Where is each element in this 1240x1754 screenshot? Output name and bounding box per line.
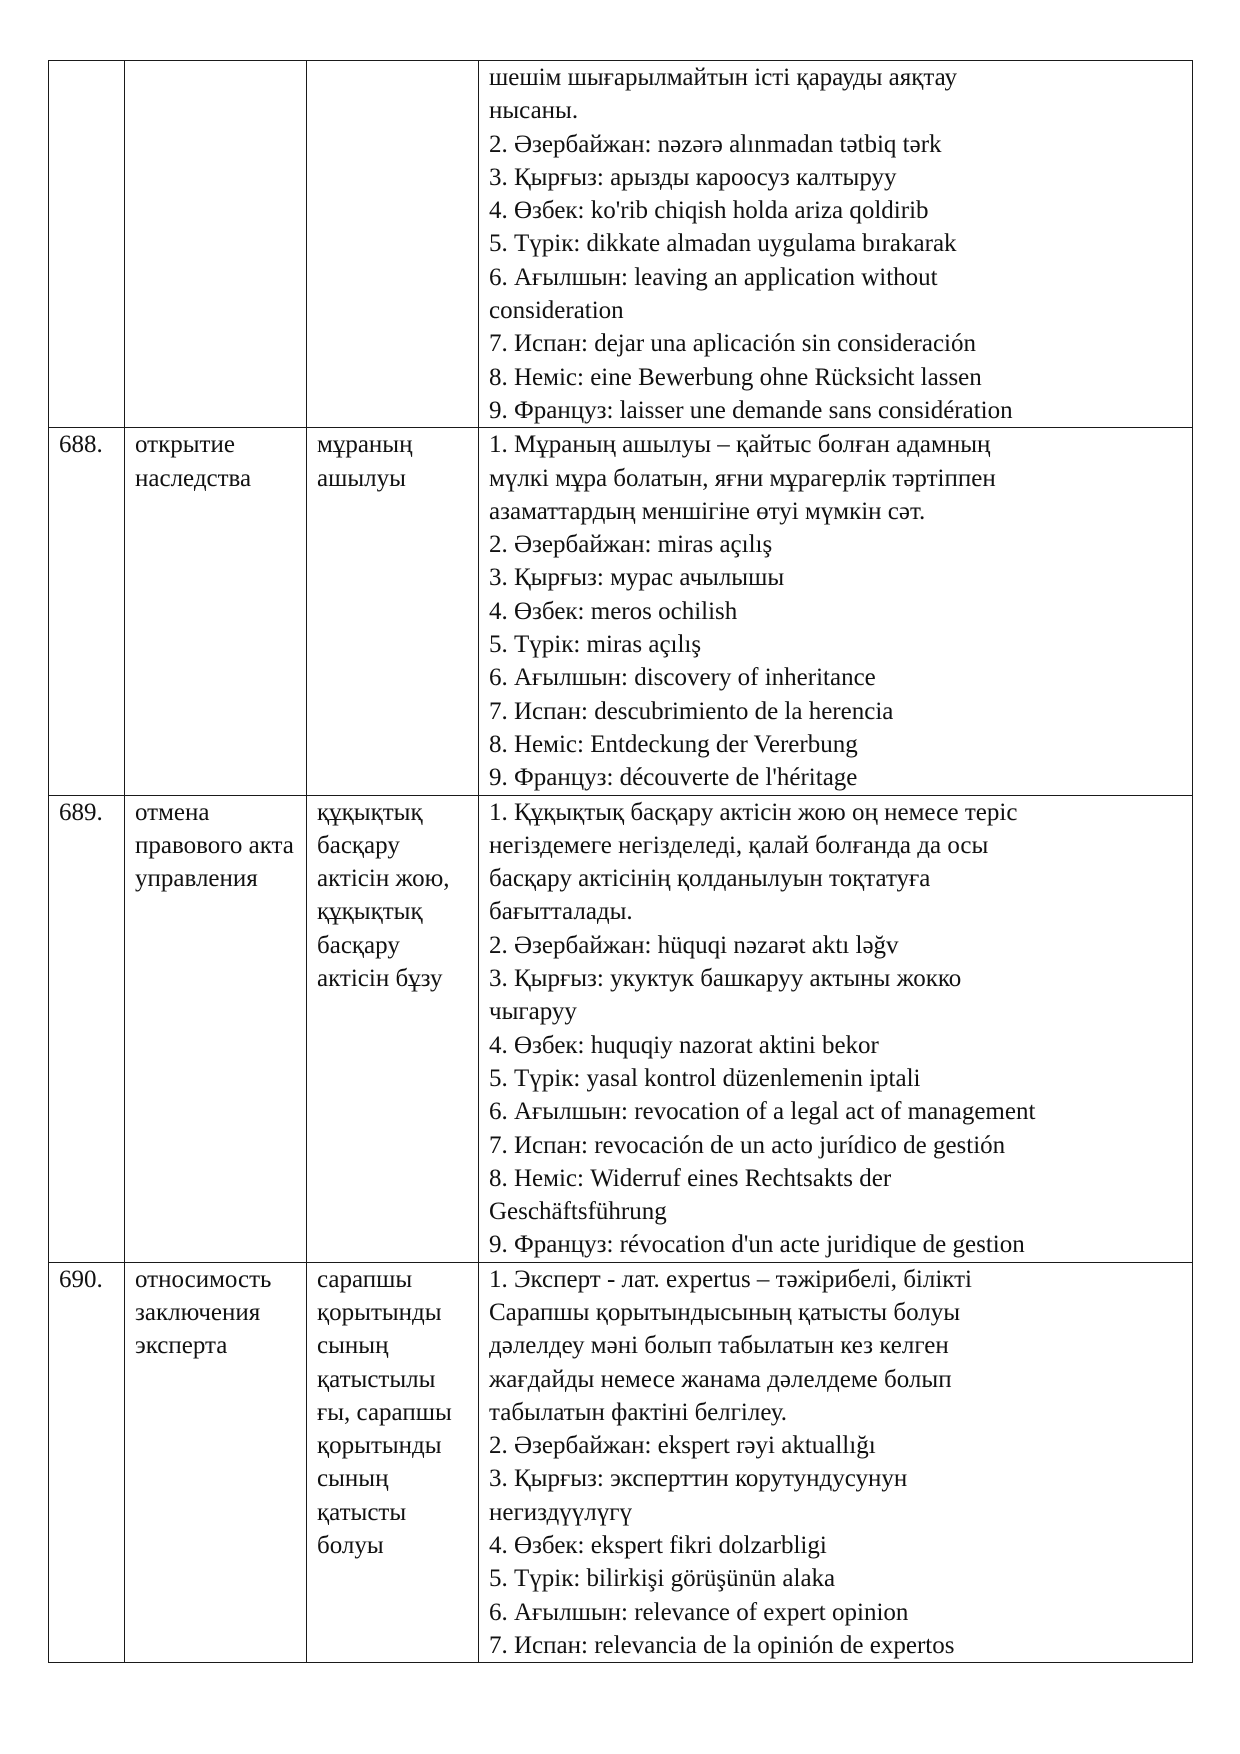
definition-line: 9. Француз: découverte de l'héritage [489, 764, 858, 792]
definition-line: 7. Испан: relevancia de la opinión de expertos [489, 1631, 955, 1659]
definition-line: бағытталады. [489, 898, 633, 926]
definition-line: 6. Ағылшын: discovery of inheritance [489, 664, 876, 692]
definition-cell [479, 795, 1193, 1262]
definition-line: consideration [489, 297, 624, 325]
definition-line: басқару актісінің қолданылуын тоқтатуға [489, 865, 931, 893]
definition-line: 5. Түрік: yasal kontrol düzenlemenin iptali [489, 1064, 921, 1092]
definition-line: 6. Ағылшын: leaving an application without [489, 263, 938, 291]
russian-term: относимость заключения эксперта [125, 1262, 307, 1663]
definition-line: 3. Қырғыз: арызды кароосуз калтыруу [489, 163, 897, 191]
definition-line: чыгаруу [489, 998, 577, 1026]
definition-line: 4. Өзбек: huquqiy nazorat aktini bekor [489, 1031, 879, 1059]
definition-line: 5. Түрік: miras açılış [489, 631, 702, 659]
definition-line: 6. Ағылшын: relevance of expert opinion [489, 1598, 909, 1626]
definition-line: 7. Испан: descubrimiento de la herencia [489, 697, 894, 725]
definition-line: 2. Әзербайжан: hüquqi nəzarət aktı ləğv [489, 931, 899, 959]
definition-line: негіздемеге негізделеді, қалай болғанда да осы [489, 831, 989, 859]
term-number: 688. [49, 428, 125, 795]
kazakh-term: сарапшы қорытынды сының қатыстылы ғы, сарапшы қорытынды сының қатысты болуы [307, 1262, 479, 1663]
definition-line: 1. Мұраның ашылуы – қайтыс болған адамның [489, 431, 991, 459]
definition-line: 7. Испан: dejar una aplicación sin consideración [489, 330, 976, 358]
definition-line: 7. Испан: revocación de un acto jurídico de gestión [489, 1131, 1006, 1159]
definition-line: 2. Әзербайжан: nəzərə alınmadan tətbiq tərk [489, 130, 942, 158]
definition-line: 2. Әзербайжан: ekspert rəyi aktuallığı [489, 1432, 876, 1460]
definition-line: 1. Құқықтық басқару актісін жою оң немесе теріс [489, 798, 1018, 826]
definition-line: азаматтардың меншігіне өтуі мүмкін сәт. [489, 497, 926, 525]
definition-line: табылатын фактіні белгілеу. [489, 1398, 788, 1426]
term-number: 689. [49, 795, 125, 1262]
definition-line: Geschäftsführung [489, 1198, 667, 1226]
definition-line: 5. Түрік: bilirkişi görüşünün alaka [489, 1565, 836, 1593]
definition-line: 3. Қырғыз: укуктук башкаруу актыны жокко [489, 965, 962, 993]
table-row [49, 428, 1193, 795]
definition-line: 4. Өзбек: meros ochilish [489, 597, 738, 625]
definition-line: 9. Француз: révocation d'un acte juridique de gestion [489, 1231, 1025, 1259]
definition-line: 8. Неміс: Entdeckung der Vererbung [489, 730, 858, 758]
definition-line: 6. Ағылшын: revocation of a legal act of management [489, 1098, 1036, 1126]
definition-line: 2. Әзербайжан: miras açılış [489, 531, 773, 559]
definition-line: дәлелдеу мәні болып табылатын кез келген [489, 1332, 949, 1360]
definition-line: 4. Өзбек: ko'rib chiqish holda ariza qoldirib [489, 197, 929, 225]
russian-term: открытие наследства [125, 428, 307, 795]
definition-line: 8. Неміс: Widerruf eines Rechtsakts der [489, 1164, 892, 1192]
kazakh-term [307, 61, 479, 428]
definition-line: 1. Эксперт - лат. expertus – тәжірибелі, білікті [489, 1265, 972, 1293]
definition-line: 4. Өзбек: ekspert fikri dolzarbligi [489, 1532, 827, 1560]
definition-line: 5. Түрік: dikkate almadan uygulama bırakarak [489, 230, 957, 258]
table-row [49, 795, 1193, 1262]
term-number [49, 61, 125, 428]
russian-term: отмена правового акта управления [125, 795, 307, 1262]
definition-line: 3. Қырғыз: эксперттин корутундусунун [489, 1465, 908, 1493]
kazakh-term: мұраның ашылуы [307, 428, 479, 795]
definition-cell [479, 1262, 1193, 1663]
table-row [49, 1262, 1193, 1663]
definition-cell [479, 61, 1193, 428]
definition-line: негиздүүлүгү [489, 1498, 632, 1526]
definition-line: жағдайды немесе жанама дәлелдеме болып [489, 1365, 952, 1393]
definition-line: 9. Француз: laisser une demande sans considération [489, 396, 1013, 424]
definition-line: шешім шығарылмайтын істі қарауды аяқтау [489, 64, 957, 91]
definition-line: 8. Неміс: eine Bewerbung ohne Rücksicht lassen [489, 363, 982, 391]
glossary-body [49, 61, 1193, 1663]
definition-cell [479, 428, 1193, 795]
term-number: 690. [49, 1262, 125, 1663]
definition-line: Сарапшы қорытындысының қатысты болуы [489, 1298, 961, 1326]
russian-term [125, 61, 307, 428]
definition-line: нысаны. [489, 97, 579, 125]
definition-line: 3. Қырғыз: мурас ачылышы [489, 564, 785, 592]
definition-line: мүлкі мұра болатын, яғни мұрагерлік тәртіппен [489, 464, 996, 492]
glossary-table [48, 60, 1193, 1663]
kazakh-term: құқықтық басқару актісін жою, құқықтық басқару актісін бұзу [307, 795, 479, 1262]
table-row [49, 61, 1193, 428]
